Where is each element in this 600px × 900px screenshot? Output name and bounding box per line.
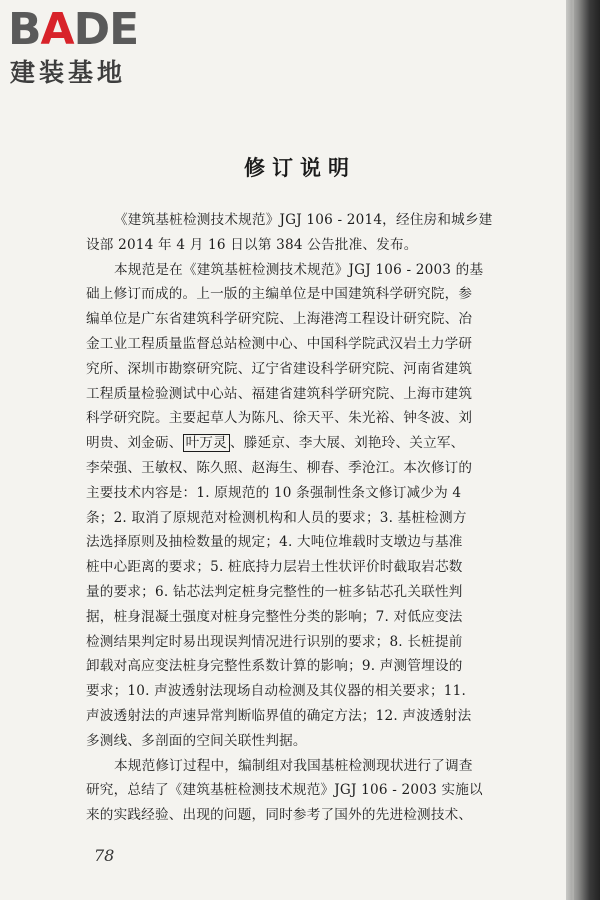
- text-line: 要求；10. 声波透射法现场自动检测及其仪器的相关要求；11.: [86, 683, 467, 700]
- text-line: 据，桩身混凝土强度对桩身完整性分类的影响；7. 对低应变法: [86, 608, 463, 625]
- text-line: 设部 2014 年 4 月 16 日以第 384 公告批准、发布。: [86, 236, 418, 253]
- text-line: 研究，总结了《建筑基桩检测技术规范》JGJ 106 - 2003 实施以: [86, 782, 483, 799]
- text-line: 础上修订而成的。上一版的主编单位是中国建筑科学研究院，参: [86, 286, 473, 303]
- text-line: 金工业工程质量监督总站检测中心、中国科学院武汉岩土力学研: [86, 335, 473, 352]
- text-line: 李荣强、王敏权、陈久照、赵海生、柳春、季沧江。本次修订的: [86, 459, 473, 476]
- text-segment: 、滕延京、李大展、刘艳玲、关立军、: [229, 435, 465, 452]
- text-segment: 明贵、刘金砺、: [86, 435, 183, 452]
- logo-subtitle: 建装基地: [10, 58, 127, 87]
- text-line: [86, 431, 552, 456]
- text-line: 量的要求；6. 钻芯法判定桩身完整性的一桩多钻芯孔关联性判: [86, 583, 463, 600]
- scan-binding-edge: [566, 0, 600, 900]
- text-line: 声波透射法的声速异常判断临界值的确定方法；12. 声波透射法: [86, 707, 472, 724]
- text-line: 本规范是在《建筑基桩检测技术规范》JGJ 106 - 2003 的基: [114, 261, 484, 278]
- text-line: 究所、深圳市勘察研究院、辽宁省建设科学研究院、河南省建筑: [86, 360, 473, 377]
- text-line: 主要技术内容是：1. 原规范的 10 条强制性条文修订减少为 4: [86, 484, 462, 501]
- text-line: 条；2. 取消了原规范对检测机构和人员的要求；3. 基桩检测方: [86, 509, 467, 526]
- bade-logo: [8, 4, 178, 90]
- text-line: 本规范修订过程中，编制组对我国基桩检测现状进行了调查: [114, 757, 473, 774]
- text-line: 来的实践经验、出现的问题，同时参考了国外的先进检测技术、: [86, 807, 473, 824]
- text-line: 《建筑基桩检测技术规范》JGJ 106 - 2014，经住房和城乡建: [114, 212, 493, 228]
- text-line: 卸载对高应变法桩身完整性系数计算的影响；9. 声测管埋设的: [86, 658, 463, 675]
- text-line: 编单位是广东省建筑科学研究院、上海港湾工程设计研究院、冶: [86, 311, 473, 328]
- body-text: [86, 208, 552, 828]
- text-line: 多测线、多剖面的空间关联性判据。: [86, 732, 307, 749]
- page-title: 修订说明: [244, 156, 356, 180]
- logo-wordmark: BADE: [8, 4, 139, 55]
- text-line: 工程质量检验测试中心站、福建省建筑科学研究院、上海市建筑: [86, 385, 473, 402]
- text-line: 法选择原则及抽检数量的规定；4. 大吨位堆载时支墩边与基准: [86, 534, 463, 551]
- page-number: 78: [94, 846, 115, 865]
- text-line: 科学研究院。主要起草人为陈凡、徐天平、朱光裕、钟冬波、刘: [86, 410, 473, 427]
- highlighted-name-box: 叶万灵: [183, 434, 230, 452]
- text-line: 检测结果判定时易出现误判情况进行识别的要求；8. 长桩提前: [86, 633, 463, 650]
- text-line: 桩中心距离的要求；5. 桩底持力层岩土性状评价时截取岩芯数: [86, 559, 463, 576]
